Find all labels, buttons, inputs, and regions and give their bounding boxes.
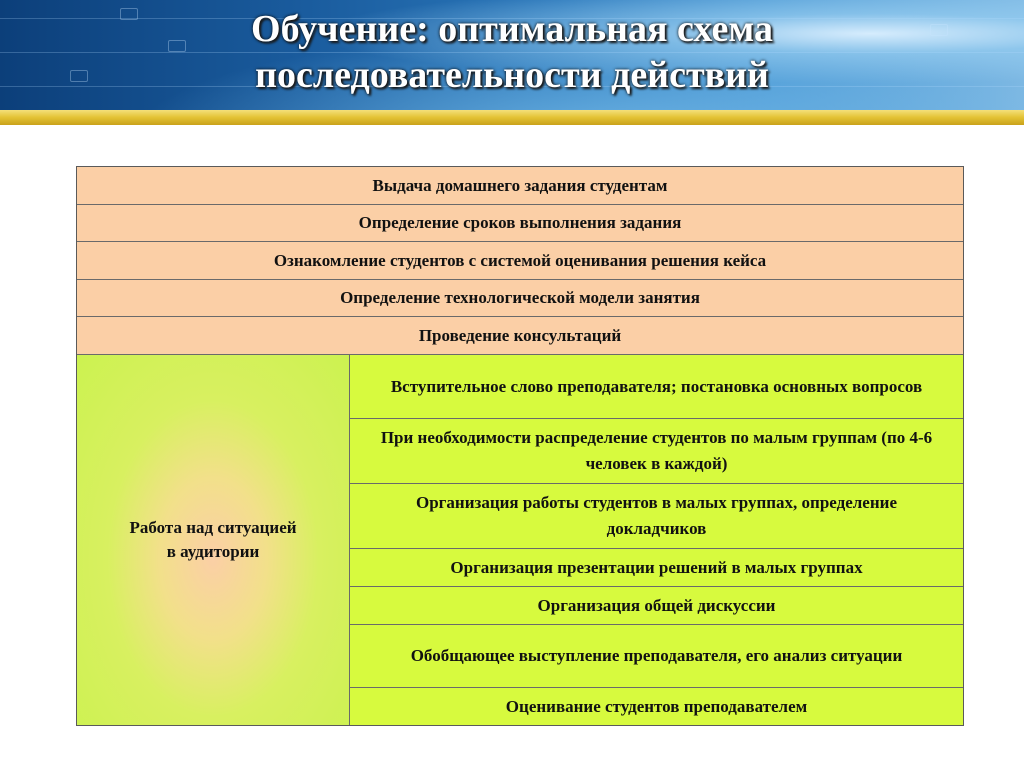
step-cell — [350, 625, 963, 688]
step-cell — [350, 549, 963, 587]
table-row — [77, 280, 963, 317]
accent-bar — [0, 110, 1024, 125]
group-label-line-1: Работа над ситуацией — [129, 518, 297, 537]
step-text: При необходимости распределение студентов по малым группам (по 4-6 человек в каждой) — [380, 428, 933, 473]
step-text: Вступительное слово преподавателя; постановка основных вопросов — [390, 376, 923, 396]
step-text: Организация общей дискуссии — [537, 595, 776, 615]
row-text: Проведение консультаций — [418, 325, 622, 345]
group-label-line-2: в аудитории — [166, 542, 260, 561]
table-row — [77, 242, 963, 280]
step-text: Организация презентации решений в малых группах — [450, 557, 863, 577]
row-text: Определение сроков выполнения задания — [358, 213, 682, 232]
process-table — [76, 166, 964, 726]
step-text: Обобщающее выступление преподавателя, его анализ ситуации — [410, 646, 903, 665]
slide-title — [0, 6, 1024, 98]
step-text: Оценивание студентов преподавателем — [505, 696, 808, 716]
step-text: Организация работы студентов в малых группах, определение докладчиков — [416, 493, 897, 538]
table-row — [77, 167, 963, 205]
row-text: Определение технологической модели занятия — [340, 288, 700, 307]
header-banner — [0, 0, 1024, 112]
step-cell — [350, 355, 963, 419]
table-row — [77, 317, 963, 355]
step-cell — [350, 484, 963, 549]
step-cell — [350, 419, 963, 484]
slide-title-line-2: последовательности действий — [255, 54, 769, 96]
row-text: Ознакомление студентов с системой оценивания решения кейса — [273, 250, 767, 270]
row-text: Выдача домашнего задания студентам — [372, 175, 668, 195]
table-row — [77, 205, 963, 242]
step-cell — [350, 587, 963, 625]
group-label-cell — [77, 355, 350, 725]
slide-title-line-1: Обучение: оптимальная схема — [251, 8, 773, 50]
step-cell — [350, 688, 963, 725]
